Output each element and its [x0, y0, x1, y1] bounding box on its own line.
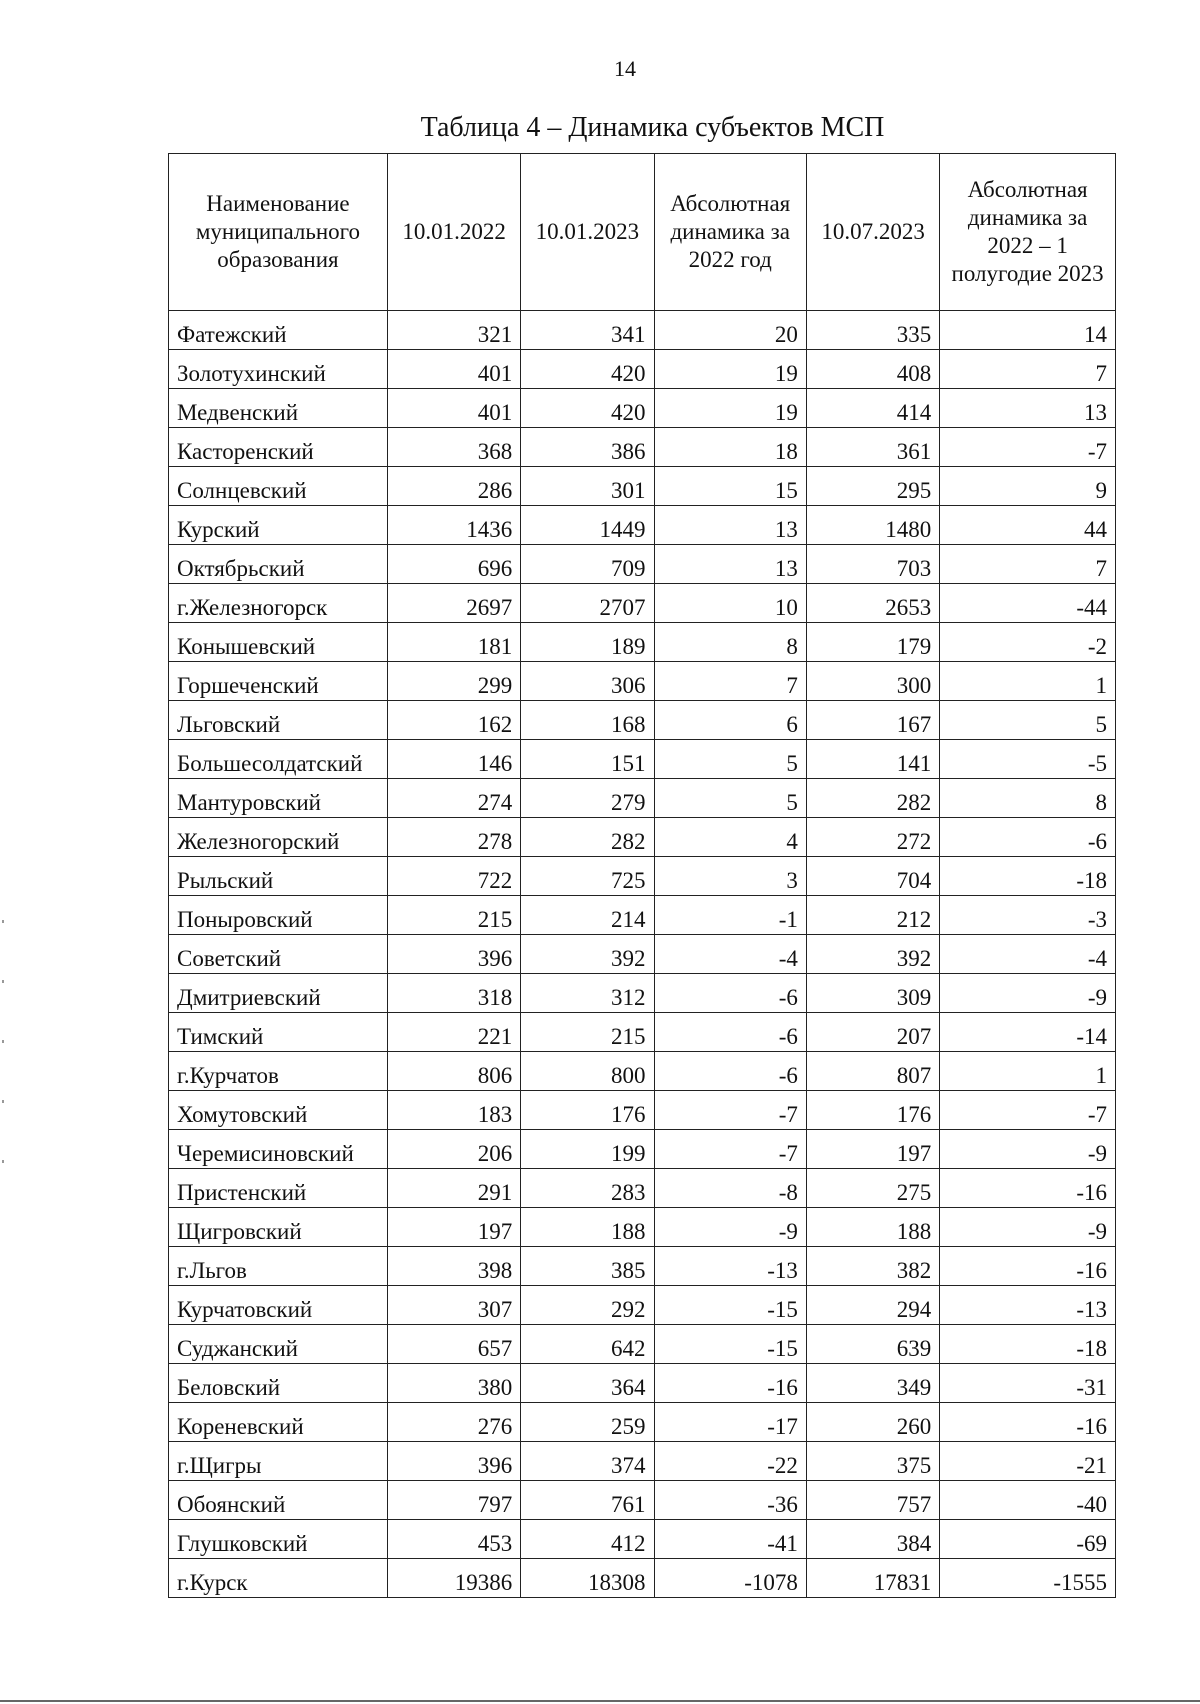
cell-value-2022-01: 181 — [387, 623, 520, 662]
cell-abs-dynamics-2022: -9 — [654, 1208, 806, 1247]
cell-abs-dynamics-2022: -6 — [654, 974, 806, 1013]
cell-value-2023-01: 412 — [521, 1520, 654, 1559]
cell-value-2023-07: 375 — [806, 1442, 939, 1481]
table-row — [169, 1013, 1116, 1052]
cell-value-2023-07: 197 — [806, 1130, 939, 1169]
cell-abs-dynamics-2022-h1-2023: -21 — [940, 1442, 1116, 1481]
cell-value-2022-01: 215 — [387, 896, 520, 935]
cell-value-2022-01: 722 — [387, 857, 520, 896]
table-row — [169, 311, 1116, 350]
cell-value-2022-01: 401 — [387, 389, 520, 428]
cell-abs-dynamics-2022: -7 — [654, 1091, 806, 1130]
table-row — [169, 1559, 1116, 1598]
cell-value-2022-01: 291 — [387, 1169, 520, 1208]
cell-value-2023-07: 361 — [806, 428, 939, 467]
table-row — [169, 584, 1116, 623]
cell-abs-dynamics-2022: -1078 — [654, 1559, 806, 1598]
cell-municipality: Дмитриевский — [169, 974, 388, 1013]
cell-value-2023-01: 420 — [521, 389, 654, 428]
cell-municipality: Тимский — [169, 1013, 388, 1052]
cell-value-2023-01: 1449 — [521, 506, 654, 545]
cell-municipality: Фатежский — [169, 311, 388, 350]
table-row — [169, 1052, 1116, 1091]
cell-value-2023-01: 168 — [521, 701, 654, 740]
cell-value-2023-01: 800 — [521, 1052, 654, 1091]
table-title: Таблица 4 – Динамика субъектов МСП — [420, 112, 885, 143]
cell-municipality: Обоянский — [169, 1481, 388, 1520]
cell-abs-dynamics-2022: 10 — [654, 584, 806, 623]
cell-value-2023-01: 341 — [521, 311, 654, 350]
cell-abs-dynamics-2022: -36 — [654, 1481, 806, 1520]
cell-value-2023-01: 364 — [521, 1364, 654, 1403]
cell-value-2023-07: 282 — [806, 779, 939, 818]
cell-municipality: Кореневский — [169, 1403, 388, 1442]
cell-municipality: г.Железногорск — [169, 584, 388, 623]
cell-municipality: Золотухинский — [169, 350, 388, 389]
cell-value-2023-07: 704 — [806, 857, 939, 896]
cell-value-2023-01: 725 — [521, 857, 654, 896]
cell-value-2023-07: 408 — [806, 350, 939, 389]
cell-abs-dynamics-2022-h1-2023: -5 — [940, 740, 1116, 779]
cell-municipality: Хомутовский — [169, 1091, 388, 1130]
cell-abs-dynamics-2022: -15 — [654, 1286, 806, 1325]
cell-municipality: Глушковский — [169, 1520, 388, 1559]
table-row — [169, 1442, 1116, 1481]
table-row — [169, 935, 1116, 974]
cell-value-2022-01: 1436 — [387, 506, 520, 545]
cell-value-2022-01: 321 — [387, 311, 520, 350]
cell-municipality: Железногорский — [169, 818, 388, 857]
cell-value-2023-01: 374 — [521, 1442, 654, 1481]
cell-value-2023-01: 386 — [521, 428, 654, 467]
cell-value-2022-01: 368 — [387, 428, 520, 467]
cell-value-2022-01: 2697 — [387, 584, 520, 623]
header-municipality: Наименование муниципального образования — [169, 154, 388, 311]
cell-value-2023-01: 189 — [521, 623, 654, 662]
cell-value-2023-01: 18308 — [521, 1559, 654, 1598]
cell-value-2022-01: 197 — [387, 1208, 520, 1247]
cell-value-2022-01: 299 — [387, 662, 520, 701]
cell-abs-dynamics-2022-h1-2023: -18 — [940, 857, 1116, 896]
cell-value-2023-01: 306 — [521, 662, 654, 701]
cell-value-2022-01: 453 — [387, 1520, 520, 1559]
cell-municipality: Конышевский — [169, 623, 388, 662]
cell-abs-dynamics-2022-h1-2023: -9 — [940, 974, 1116, 1013]
cell-abs-dynamics-2022: -6 — [654, 1052, 806, 1091]
cell-abs-dynamics-2022: 19 — [654, 389, 806, 428]
cell-municipality: г.Льгов — [169, 1247, 388, 1286]
cell-municipality: Медвенский — [169, 389, 388, 428]
cell-municipality: г.Курск — [169, 1559, 388, 1598]
cell-abs-dynamics-2022-h1-2023: 9 — [940, 467, 1116, 506]
cell-municipality: Курский — [169, 506, 388, 545]
cell-value-2023-07: 807 — [806, 1052, 939, 1091]
cell-value-2022-01: 206 — [387, 1130, 520, 1169]
cell-value-2022-01: 274 — [387, 779, 520, 818]
cell-value-2023-07: 207 — [806, 1013, 939, 1052]
cell-abs-dynamics-2022-h1-2023: -18 — [940, 1325, 1116, 1364]
cell-abs-dynamics-2022-h1-2023: -9 — [940, 1208, 1116, 1247]
cell-abs-dynamics-2022-h1-2023: -7 — [940, 428, 1116, 467]
cell-value-2023-07: 167 — [806, 701, 939, 740]
cell-value-2022-01: 286 — [387, 467, 520, 506]
cell-municipality: Солнцевский — [169, 467, 388, 506]
cell-value-2023-07: 335 — [806, 311, 939, 350]
table-row — [169, 389, 1116, 428]
table-row — [169, 1286, 1116, 1325]
cell-municipality: Октябрьский — [169, 545, 388, 584]
cell-value-2023-01: 215 — [521, 1013, 654, 1052]
cell-abs-dynamics-2022-h1-2023: -44 — [940, 584, 1116, 623]
cell-municipality: Рыльский — [169, 857, 388, 896]
cell-value-2023-07: 141 — [806, 740, 939, 779]
cell-municipality: Курчатовский — [169, 1286, 388, 1325]
cell-value-2023-07: 309 — [806, 974, 939, 1013]
cell-abs-dynamics-2022-h1-2023: -7 — [940, 1091, 1116, 1130]
cell-abs-dynamics-2022-h1-2023: 44 — [940, 506, 1116, 545]
cell-abs-dynamics-2022: 6 — [654, 701, 806, 740]
cell-value-2022-01: 396 — [387, 1442, 520, 1481]
cell-value-2023-01: 392 — [521, 935, 654, 974]
cell-abs-dynamics-2022: -15 — [654, 1325, 806, 1364]
cell-value-2022-01: 307 — [387, 1286, 520, 1325]
cell-value-2022-01: 278 — [387, 818, 520, 857]
cell-abs-dynamics-2022: -17 — [654, 1403, 806, 1442]
table-row — [169, 1403, 1116, 1442]
cell-value-2022-01: 806 — [387, 1052, 520, 1091]
cell-abs-dynamics-2022-h1-2023: 5 — [940, 701, 1116, 740]
cell-abs-dynamics-2022-h1-2023: 14 — [940, 311, 1116, 350]
cell-value-2023-01: 259 — [521, 1403, 654, 1442]
cell-value-2023-07: 179 — [806, 623, 939, 662]
cell-abs-dynamics-2022-h1-2023: 8 — [940, 779, 1116, 818]
cell-abs-dynamics-2022: 20 — [654, 311, 806, 350]
cell-abs-dynamics-2022: 5 — [654, 779, 806, 818]
cell-abs-dynamics-2022-h1-2023: -1555 — [940, 1559, 1116, 1598]
cell-abs-dynamics-2022: -22 — [654, 1442, 806, 1481]
cell-value-2023-07: 414 — [806, 389, 939, 428]
cell-municipality: Беловский — [169, 1364, 388, 1403]
cell-value-2023-01: 312 — [521, 974, 654, 1013]
cell-value-2023-01: 2707 — [521, 584, 654, 623]
scan-edge-marks — [2, 920, 4, 1220]
table-row — [169, 623, 1116, 662]
cell-value-2023-01: 283 — [521, 1169, 654, 1208]
table-row — [169, 662, 1116, 701]
cell-value-2022-01: 396 — [387, 935, 520, 974]
cell-municipality: г.Курчатов — [169, 1052, 388, 1091]
cell-value-2023-01: 420 — [521, 350, 654, 389]
cell-abs-dynamics-2022-h1-2023: -40 — [940, 1481, 1116, 1520]
cell-value-2023-07: 639 — [806, 1325, 939, 1364]
cell-abs-dynamics-2022: 19 — [654, 350, 806, 389]
cell-value-2023-07: 188 — [806, 1208, 939, 1247]
cell-abs-dynamics-2022: -7 — [654, 1130, 806, 1169]
table-row — [169, 350, 1116, 389]
cell-abs-dynamics-2022: 5 — [654, 740, 806, 779]
cell-value-2023-01: 292 — [521, 1286, 654, 1325]
cell-abs-dynamics-2022: -6 — [654, 1013, 806, 1052]
cell-abs-dynamics-2022: -4 — [654, 935, 806, 974]
cell-value-2023-07: 392 — [806, 935, 939, 974]
header-date-2022-01: 10.01.2022 — [387, 154, 520, 311]
table-row — [169, 896, 1116, 935]
table-row — [169, 1520, 1116, 1559]
cell-abs-dynamics-2022-h1-2023: 7 — [940, 545, 1116, 584]
cell-value-2023-07: 295 — [806, 467, 939, 506]
cell-value-2023-07: 275 — [806, 1169, 939, 1208]
cell-value-2023-01: 642 — [521, 1325, 654, 1364]
cell-municipality: Советский — [169, 935, 388, 974]
cell-municipality: Поныровский — [169, 896, 388, 935]
page-number: 14 — [614, 56, 636, 81]
table-header-row — [169, 154, 1116, 311]
cell-abs-dynamics-2022: 15 — [654, 467, 806, 506]
cell-value-2022-01: 657 — [387, 1325, 520, 1364]
cell-value-2023-01: 199 — [521, 1130, 654, 1169]
cell-abs-dynamics-2022-h1-2023: -9 — [940, 1130, 1116, 1169]
cell-abs-dynamics-2022-h1-2023: 7 — [940, 350, 1116, 389]
cell-municipality: Щигровский — [169, 1208, 388, 1247]
cell-abs-dynamics-2022: 3 — [654, 857, 806, 896]
table-row — [169, 779, 1116, 818]
cell-abs-dynamics-2022: -8 — [654, 1169, 806, 1208]
cell-abs-dynamics-2022-h1-2023: 13 — [940, 389, 1116, 428]
cell-municipality: Мантуровский — [169, 779, 388, 818]
header-date-2023-01: 10.01.2023 — [521, 154, 654, 311]
cell-value-2022-01: 276 — [387, 1403, 520, 1442]
table-row — [169, 506, 1116, 545]
cell-abs-dynamics-2022-h1-2023: -2 — [940, 623, 1116, 662]
cell-abs-dynamics-2022-h1-2023: 1 — [940, 662, 1116, 701]
cell-municipality: г.Щигры — [169, 1442, 388, 1481]
cell-abs-dynamics-2022: 18 — [654, 428, 806, 467]
header-abs-dynamics-2022-h1-2023: Абсолютная динамика за 2022 – 1 полугодие 2023 — [940, 154, 1116, 311]
cell-abs-dynamics-2022: 13 — [654, 545, 806, 584]
header-date-2023-07: 10.07.2023 — [806, 154, 939, 311]
cell-abs-dynamics-2022: 8 — [654, 623, 806, 662]
cell-value-2023-07: 17831 — [806, 1559, 939, 1598]
cell-value-2022-01: 19386 — [387, 1559, 520, 1598]
cell-value-2023-01: 214 — [521, 896, 654, 935]
cell-value-2023-07: 260 — [806, 1403, 939, 1442]
table-row — [169, 467, 1116, 506]
cell-value-2022-01: 696 — [387, 545, 520, 584]
table-row — [169, 1169, 1116, 1208]
cell-abs-dynamics-2022-h1-2023: -69 — [940, 1520, 1116, 1559]
cell-value-2023-01: 761 — [521, 1481, 654, 1520]
cell-abs-dynamics-2022-h1-2023: -13 — [940, 1286, 1116, 1325]
cell-value-2023-01: 176 — [521, 1091, 654, 1130]
cell-abs-dynamics-2022: -1 — [654, 896, 806, 935]
cell-abs-dynamics-2022: 4 — [654, 818, 806, 857]
cell-value-2023-01: 709 — [521, 545, 654, 584]
cell-value-2023-07: 703 — [806, 545, 939, 584]
table-row — [169, 1247, 1116, 1286]
cell-value-2023-07: 300 — [806, 662, 939, 701]
cell-value-2023-01: 385 — [521, 1247, 654, 1286]
cell-abs-dynamics-2022-h1-2023: -16 — [940, 1403, 1116, 1442]
cell-value-2022-01: 380 — [387, 1364, 520, 1403]
cell-value-2023-01: 188 — [521, 1208, 654, 1247]
cell-value-2023-07: 212 — [806, 896, 939, 935]
table-row — [169, 1325, 1116, 1364]
cell-abs-dynamics-2022-h1-2023: -16 — [940, 1247, 1116, 1286]
table-body — [169, 311, 1116, 1598]
cell-value-2023-07: 2653 — [806, 584, 939, 623]
cell-value-2023-07: 272 — [806, 818, 939, 857]
cell-value-2023-07: 1480 — [806, 506, 939, 545]
cell-municipality: Горшеченский — [169, 662, 388, 701]
cell-value-2023-07: 349 — [806, 1364, 939, 1403]
cell-abs-dynamics-2022-h1-2023: -14 — [940, 1013, 1116, 1052]
cell-municipality: Суджанский — [169, 1325, 388, 1364]
cell-abs-dynamics-2022-h1-2023: 1 — [940, 1052, 1116, 1091]
cell-value-2023-07: 294 — [806, 1286, 939, 1325]
cell-municipality: Пристенский — [169, 1169, 388, 1208]
msp-dynamics-table — [168, 153, 1116, 1598]
table-row — [169, 974, 1116, 1013]
cell-municipality: Льговский — [169, 701, 388, 740]
table-row — [169, 1364, 1116, 1403]
table-row — [169, 1130, 1116, 1169]
cell-value-2022-01: 146 — [387, 740, 520, 779]
table-row — [169, 857, 1116, 896]
cell-abs-dynamics-2022: -16 — [654, 1364, 806, 1403]
cell-value-2023-01: 282 — [521, 818, 654, 857]
cell-abs-dynamics-2022-h1-2023: -4 — [940, 935, 1116, 974]
cell-value-2023-07: 757 — [806, 1481, 939, 1520]
cell-value-2023-07: 176 — [806, 1091, 939, 1130]
table-row — [169, 740, 1116, 779]
cell-abs-dynamics-2022: -13 — [654, 1247, 806, 1286]
cell-abs-dynamics-2022-h1-2023: -31 — [940, 1364, 1116, 1403]
cell-abs-dynamics-2022-h1-2023: -3 — [940, 896, 1116, 935]
cell-abs-dynamics-2022: -41 — [654, 1520, 806, 1559]
header-abs-dynamics-2022: Абсолютная динамика за 2022 год — [654, 154, 806, 311]
cell-value-2023-01: 279 — [521, 779, 654, 818]
cell-value-2023-07: 384 — [806, 1520, 939, 1559]
cell-abs-dynamics-2022-h1-2023: -6 — [940, 818, 1116, 857]
cell-value-2022-01: 398 — [387, 1247, 520, 1286]
cell-municipality: Черемисиновский — [169, 1130, 388, 1169]
table-row — [169, 545, 1116, 584]
table-row — [169, 1208, 1116, 1247]
table-row — [169, 1091, 1116, 1130]
cell-value-2022-01: 221 — [387, 1013, 520, 1052]
cell-value-2022-01: 797 — [387, 1481, 520, 1520]
table-row — [169, 701, 1116, 740]
cell-municipality: Большесолдатский — [169, 740, 388, 779]
cell-abs-dynamics-2022: 13 — [654, 506, 806, 545]
cell-value-2023-07: 382 — [806, 1247, 939, 1286]
cell-municipality: Касторенский — [169, 428, 388, 467]
table-row — [169, 818, 1116, 857]
cell-value-2023-01: 301 — [521, 467, 654, 506]
cell-value-2022-01: 162 — [387, 701, 520, 740]
scan-bottom-edge — [0, 1700, 1200, 1702]
cell-value-2022-01: 183 — [387, 1091, 520, 1130]
table-row — [169, 428, 1116, 467]
cell-abs-dynamics-2022: 7 — [654, 662, 806, 701]
cell-value-2022-01: 401 — [387, 350, 520, 389]
cell-value-2023-01: 151 — [521, 740, 654, 779]
cell-value-2022-01: 318 — [387, 974, 520, 1013]
table-row — [169, 1481, 1116, 1520]
cell-abs-dynamics-2022-h1-2023: -16 — [940, 1169, 1116, 1208]
